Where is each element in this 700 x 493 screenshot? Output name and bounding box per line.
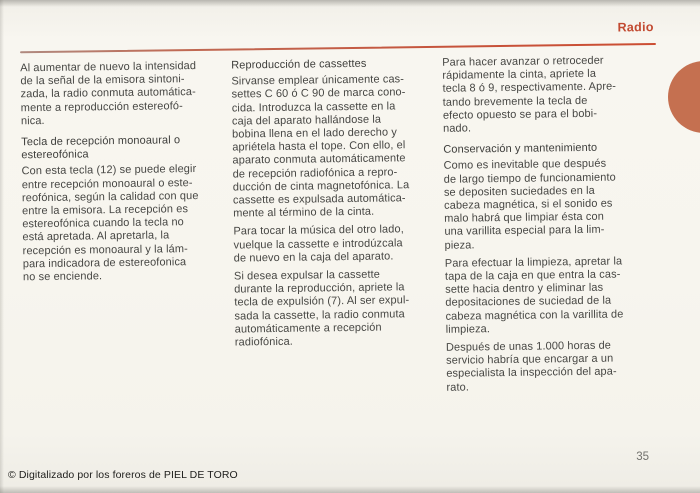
paragraph: Sirvanse emplear únicamente cas- settes C 60 ó C 90 de marca cono- cida. Introduzca la cassette en la caja del aparato hallándose la bobina llena en el lado derecho y apriétela hasta el tope. Con ello, el aparato conmuta automáticamente de recepción radiofónica a repro- ducción de cinta magnetofónica. La cassette es expulsada automática- mente al término de la cinta. <box>231 73 410 220</box>
paragraph: Para tocar la música del otro lado, vuelque la cassette e introdúzcala de nuevo en la caja del aparato. <box>233 223 404 265</box>
digitizer-credit: © Digitalizado por los foreros de PIEL DE TORO <box>8 469 238 481</box>
paragraph: Si desea expulsar la cassette durante la reproducción, apriete la tecla de expulsión (7). Al ser expul- sada la cassette, la radio conmuta automáticamente a recepción radiofónica. <box>233 268 410 349</box>
paragraph: Para hacer avanzar o retroceder rápidamente la cinta, apriete la tecla 8 ó 9, respectivamente. Apre- tando brevemente la tecla de efecto opuesto se para el bobi- nado. <box>442 54 617 135</box>
column-right <box>442 54 660 400</box>
column-left <box>20 60 229 406</box>
paragraph: Al aumentar de nuevo la intensidad de la señal de la emisora sintoni- zada, la radio conmuta automática- mente a reproducción estereofó- nica. <box>20 60 197 128</box>
section-heading: Reproducción de cassettes <box>231 57 367 72</box>
paragraph: Como es inevitable que después de largo tiempo de funcionamiento se depositen suciedades en la cabeza magnética, si el sonido es malo habrá que limpiar ésta con una varillita especial para la lim- pieza. <box>443 158 616 252</box>
section-heading: Conservación y mantenimiento <box>443 141 598 156</box>
header-rule <box>20 43 656 53</box>
paragraph: Con esta tecla (12) se puede elegir entre recepción monoaural o este- reofónica, según la calidad con que entre la emisora. La recepción es estereofónica cuando la tecla no está apretada. Al apretarla, la recepción es monoaural y la lám- para indicadora de estereofonica no se enciende. <box>21 163 199 284</box>
paragraph: Después de unas 1.000 horas de servicio habría que encargar a un especialista la inspección del apa- rato. <box>445 339 617 394</box>
page-number: 35 <box>636 451 649 463</box>
paragraph: Para efectuar la limpieza, apretar la tapa de la caja en que entra la cas- sette hacia dentro y eliminar las depositaciones de suciedad de la cabeza magnética con la varillita de limpieza. <box>444 255 624 336</box>
text-columns <box>20 54 660 405</box>
section-heading: Tecla de recepción monoaural o estereofónica <box>21 134 181 162</box>
column-middle <box>231 57 440 403</box>
section-label: Radio <box>617 20 654 35</box>
